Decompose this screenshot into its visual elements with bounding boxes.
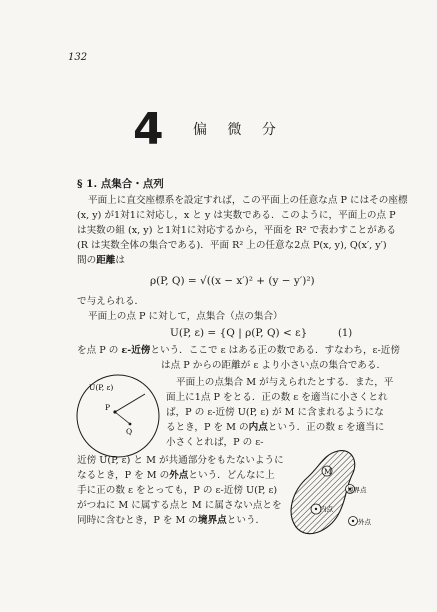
label-p: P [105, 403, 111, 412]
term-exterior-point: 外点 [169, 470, 189, 481]
term-epsilon-neighborhood: ε-近傍 [121, 345, 151, 356]
paragraph-line: は実数の組 (x, y) と1対1に対応するから，平面を R² で表わすことがある [77, 225, 396, 236]
paragraph-line: 手に正の数 ε をとっても，P の ε-近傍 U(P, ε) [77, 485, 278, 496]
text-span: なるとき，P を M の [77, 470, 170, 481]
paragraph-line: 平面上の点 P に対して，点集合（点の集合） [88, 311, 283, 322]
term-boundary-point: 境界点 [197, 515, 227, 526]
figure-point-set [282, 445, 372, 545]
label-q: Q [126, 427, 133, 436]
label-exterior-point: 外点 [358, 518, 371, 526]
point-p [113, 410, 116, 413]
label-boundary-point: 境界点 [347, 486, 367, 494]
distance-formula: ρ(P, Q) = √((x − x′)² + (y − y′)²) [150, 275, 315, 287]
neighborhood-formula: U(P, ε) = {Q | ρ(P, Q) < ε} [170, 327, 308, 339]
paragraph-line: は点 P からの距離が ε より小さい点の集合である． [161, 360, 387, 371]
paragraph-line: (R は実数全体の集合である)．平面 R² 上の任意な2点 P(x, y), Q(x′, y′) [77, 240, 387, 251]
set-m-region [291, 451, 355, 534]
label-interior-point: 内点 [320, 505, 333, 513]
term-interior-point: 内点 [248, 422, 268, 433]
paragraph-line: ば，P の ε-近傍 U(P, ε) が M に含まれるようにな [166, 407, 384, 418]
neighborhood-definition-line [77, 345, 400, 357]
interior-line [166, 422, 384, 434]
text-span: は [115, 255, 125, 266]
paragraph-line: 近傍 U(P, ε) と M が共通部分をもたないように [77, 455, 284, 466]
figure-neighborhood [75, 372, 161, 460]
radius-line [115, 394, 145, 412]
term-distance: 距離 [96, 255, 116, 266]
text-span: という．どんなに上 [188, 470, 275, 481]
section-heading: § 1. 点集合・点列 [77, 178, 164, 190]
paragraph-line: 平面上に直交座標系を設定すれば，この平面上の任意な点 P にはその座標 [88, 195, 408, 206]
text-span: を点 P の [77, 345, 122, 356]
paragraph-line: (x, y) が1対1に対応し，x と y は実数である．このように，平面上の点 P [77, 210, 396, 221]
text-span: 間の [77, 255, 97, 266]
boundary-line [77, 515, 265, 527]
label-u: U(P, ε) [89, 383, 114, 392]
paragraph-line: 小さくとれば，P の ε- [166, 437, 264, 448]
text-span: 同時に含むとき，P を M の [77, 515, 198, 526]
segment-pq [115, 412, 130, 424]
paragraph-line: で与えられる． [77, 296, 145, 307]
chapter-title: 偏 微 分 [193, 122, 284, 138]
label-m: M [324, 467, 332, 476]
point-q [129, 423, 132, 426]
text-span: という．正の数 ε を適当に [267, 422, 385, 433]
paragraph-line: がつねに M に属する点と M に属さない点とを [77, 500, 282, 511]
paragraph-line: 平面上の点集合 M が与えられたとする．また，平 [176, 377, 394, 388]
text-span: という． [226, 515, 266, 526]
exterior-point-dot [352, 520, 354, 522]
chapter-number: 4 [133, 104, 164, 155]
text-span: という．ここで ε はある正の数である．すなわち，ε-近傍 [150, 345, 400, 356]
distance-line [77, 255, 125, 267]
text-span: るとき，P を M の [166, 422, 249, 433]
exterior-line [77, 470, 275, 482]
equation-number: (1) [338, 328, 353, 339]
page-number: 132 [68, 52, 88, 63]
paragraph-line: 面上に1点 P をとる．正の数 ε を適当に小さくとれ [166, 392, 388, 403]
interior-point-dot [315, 508, 317, 510]
